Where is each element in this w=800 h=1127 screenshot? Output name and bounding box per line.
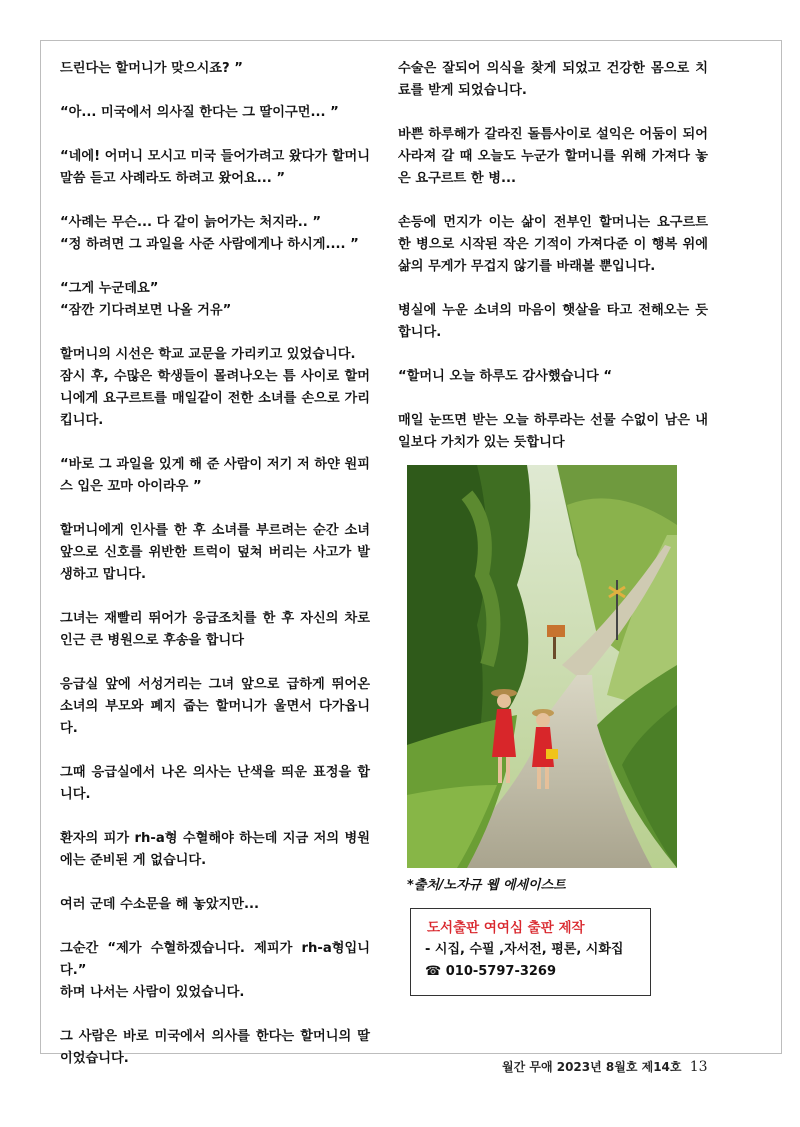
paragraph: 환자의 피가 rh-a형 수혈해야 하는데 지금 저의 병원에는 준비된 게 없습니다. — [60, 831, 370, 868]
paragraph: 그때 응급실에서 나온 의사는 난색을 띄운 표정을 합니다. — [60, 765, 370, 802]
paragraph: 바쁜 하루해가 갈라진 돌틈사이로 설익은 어둠이 되어 사라져 갈 때 오늘도 누군가 할머니를 위해 가져다 놓은 요구르트 한 병... — [398, 127, 708, 186]
page-number: 13 — [689, 1059, 708, 1075]
paragraph: 손등에 먼지가 이는 삶이 전부인 할머니는 요구르트 한 병으로 시작된 작은 기적이 가져다준 이 행복 위에 삶의 무게가 무겁지 않기를 바래볼 뿐입니다. — [398, 215, 708, 274]
paragraph: “그게 누군데요” “잠깐 기다려보면 나올 거유” — [60, 281, 232, 318]
photo-caption: *출처/노자규 웹 에세이스트 — [407, 878, 566, 893]
paragraph: 드린다는 할머니가 맞으시죠? ” — [60, 61, 243, 76]
paragraph: 그순간 “제가 수혈하겠습니다. 제피가 rh-a형입니다.” 하며 나서는 사람이 있었습니다. — [60, 941, 370, 1000]
ad-phone: 010-5797-3269 — [445, 964, 557, 979]
paragraph: 그녀는 재빨리 뛰어가 응급조치를 한 후 자신의 차로 인근 큰 병원으로 후송을 합니다 — [60, 611, 370, 648]
right-column — [398, 58, 708, 476]
ad-phone-row — [421, 961, 640, 983]
paragraph: “사례는 무슨... 다 같이 늙어가는 처지라.. ” “정 하려면 그 과일을 사준 사람에게나 하시게.... ” — [60, 215, 359, 252]
paragraph: “바로 그 과일을 있게 해 준 사람이 저기 저 하얀 원피스 입은 꼬마 아이라우 ” — [60, 457, 370, 494]
paragraph: 응급실 앞에 서성거리는 그녀 앞으로 급하게 뛰어온 소녀의 부모와 폐지 줍는 할머니가 울면서 다가옵니다. — [60, 677, 370, 736]
ad-title: 도서출판 여여심 출판 제작 — [427, 920, 585, 936]
paragraph: 매일 눈뜨면 받는 오늘 하루라는 선물 수없이 남은 내일보다 가치가 있는 듯합니다 — [398, 413, 708, 450]
ad-services: - 시집, 수필 ,자서전, 평론, 시화집 — [425, 942, 624, 957]
phone-icon: ☎ — [425, 964, 442, 979]
paragraph: 할머니에게 인사를 한 후 소녀를 부르려는 순간 소녀 앞으로 신호를 위반한 트럭이 덮쳐 버리는 사고가 발생하고 맙니다. — [60, 523, 370, 582]
page-footer — [502, 1058, 708, 1075]
paragraph: 병실에 누운 소녀의 마음이 햇살을 타고 전해오는 듯합니다. — [398, 303, 708, 340]
paragraph: “할머니 오늘 하루도 감사했습니다 “ — [398, 369, 613, 384]
paragraph: “네에! 어머니 모시고 미국 들어가려고 왔다가 할머니 말씀 듣고 사례라도 하려고 왔어요... ” — [60, 149, 370, 186]
publisher-ad-box — [410, 908, 651, 996]
paragraph: 수술은 잘되어 의식을 찾게 되었고 건강한 몸으로 치료를 받게 되었습니다. — [398, 61, 708, 98]
paragraph: “아... 미국에서 의사질 한다는 그 딸이구먼... ” — [60, 105, 339, 120]
footer-issue: 월간 무애 2023년 8월호 제14호 — [502, 1060, 682, 1074]
left-column — [60, 58, 370, 1092]
paragraph: 할머니의 시선은 학교 교문을 가리키고 있었습니다. 잠시 후, 수많은 학생들이 몰려나오는 틈 사이로 할머니에게 요구르트를 매일같이 전한 소녀를 손으로 가리킵니다. — [60, 347, 370, 428]
paragraph: 그 사람은 바로 미국에서 의사를 한다는 할머니의 딸이었습니다. — [60, 1029, 370, 1066]
paragraph: 여러 군데 수소문을 해 놓았지만... — [60, 897, 260, 912]
country-road-photo — [407, 465, 677, 868]
